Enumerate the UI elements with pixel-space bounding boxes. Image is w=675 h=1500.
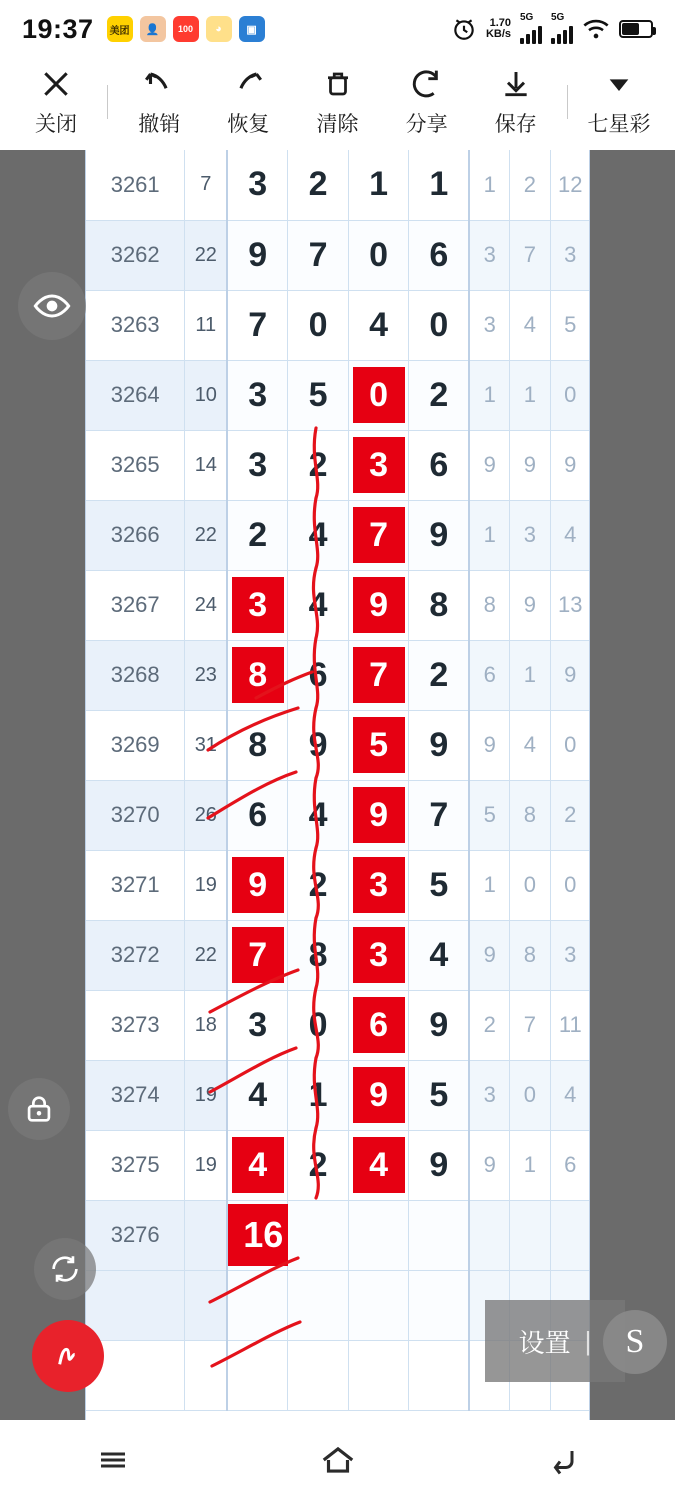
stat-cell: 1 [469,360,509,430]
menu-lines-icon [95,1442,131,1478]
number-cell[interactable] [348,500,409,570]
stat-cell: 5 [469,780,509,850]
highlighted-number: 3 [353,857,405,913]
stat-cell: 12 [550,150,590,220]
number-cell[interactable] [348,1130,409,1200]
draw-id-cell: 3276 [86,1200,185,1270]
table-row[interactable] [86,1060,590,1130]
draw-id-cell: 3269 [86,710,185,780]
sum-cell: 19 [185,1060,227,1130]
stat-cell: 0 [550,710,590,780]
draw-id-cell: 3271 [86,850,185,920]
draw-id-cell: 3263 [86,290,185,360]
empty-cell[interactable] [348,1340,409,1410]
stat-cell: 3 [469,1060,509,1130]
draw-id-cell: 3272 [86,920,185,990]
number-cell[interactable]: 9 [288,710,349,780]
number-cell[interactable]: 6 [288,640,349,710]
empty-cell[interactable] [185,1270,227,1340]
system-nav-bar [0,1420,675,1500]
stat-cell: 9 [469,1130,509,1200]
number-cell[interactable]: 5 [409,850,470,920]
stat-cell [510,1200,550,1270]
table-row[interactable] [86,220,590,290]
undo-arrow-icon [142,67,176,101]
highlighted-number: 7 [353,647,405,703]
highlighted-number: 3 [232,577,284,633]
stat-cell: 9 [469,710,509,780]
red-app-badge: 100 [173,16,199,42]
toolbar-share-button[interactable] [389,67,465,138]
pen-scribble-icon [48,1336,88,1376]
highlighted-number: 9 [353,787,405,843]
number-cell[interactable]: 1 [348,150,409,220]
stat-cell: 9 [550,640,590,710]
eye-icon [32,286,72,326]
number-cell[interactable] [227,1200,288,1270]
wifi-icon [582,18,610,40]
number-cell[interactable]: 9 [409,710,470,780]
number-cell[interactable]: 2 [227,500,288,570]
status-bar [0,0,675,58]
stat-cell: 3 [510,500,550,570]
alarm-icon [451,16,477,42]
highlighted-number: 9 [232,857,284,913]
stat-cell: 2 [550,780,590,850]
sum-cell: 24 [185,570,227,640]
stat-cell: 2 [510,150,550,220]
number-cell[interactable]: 9 [409,500,470,570]
stat-cell: 9 [550,430,590,500]
table-row[interactable] [86,850,590,920]
draw-id-cell: 3270 [86,780,185,850]
number-cell[interactable]: 8 [288,920,349,990]
table-row[interactable] [86,570,590,640]
toolbar-label: 关闭 [35,112,77,136]
draw-id-cell: 3266 [86,500,185,570]
number-cell[interactable]: 5 [409,1060,470,1130]
toolbar-label: 七星彩 [587,112,651,136]
toolbar-label: 保存 [494,112,537,136]
s-button-label: S [625,1323,645,1360]
network-rate: 1.70 KB/s [485,17,511,40]
green-app-badge: ◕ [206,16,232,42]
stat-cell: 13 [550,570,590,640]
stat-cell: 1 [469,150,509,220]
number-cell[interactable]: 6 [409,430,470,500]
stat-cell: 1 [469,850,509,920]
stat-cell: 1 [510,360,550,430]
empty-cell[interactable] [227,1270,288,1340]
sum-cell: 22 [185,220,227,290]
status-app-badges [107,16,265,42]
number-cell[interactable]: 1 [409,150,470,220]
battery-icon [619,20,653,38]
stat-cell: 3 [469,220,509,290]
stat-cell: 1 [469,500,509,570]
number-cell[interactable]: 4 [409,920,470,990]
number-cell[interactable]: 9 [227,220,288,290]
number-cell[interactable] [348,920,409,990]
draw-id-cell: 3267 [86,570,185,640]
draw-pen-button[interactable] [32,1320,104,1392]
back-button[interactable] [503,1442,623,1478]
stat-cell: 0 [550,850,590,920]
number-cell[interactable]: 6 [409,220,470,290]
pill-separator: | [584,1325,592,1356]
toolbar-clear-button[interactable] [300,67,376,138]
blue-app-badge: ▣ [239,16,265,42]
refresh-button[interactable] [34,1238,96,1300]
stat-cell: 9 [510,430,550,500]
number-cell[interactable]: 4 [288,500,349,570]
toolbar-label: 分享 [405,112,448,136]
empty-cell[interactable] [288,1270,349,1340]
stat-cell: 4 [550,1060,590,1130]
table-row[interactable] [86,990,590,1060]
draw-id-cell: 3275 [86,1130,185,1200]
trash-icon [323,67,353,101]
stat-cell: 3 [550,920,590,990]
status-time: 19:37 [22,13,94,44]
sum-cell: 19 [185,1130,227,1200]
stat-cell: 4 [510,710,550,780]
number-cell[interactable] [348,780,409,850]
stat-cell: 4 [550,500,590,570]
toolbar-redo-button[interactable] [210,67,286,138]
stat-cell: 2 [469,990,509,1060]
eye-toggle[interactable] [18,272,86,340]
person-badge: 👤 [140,16,166,42]
table-row[interactable] [86,500,590,570]
redo-arrow-icon [231,67,265,101]
toolbar [0,58,675,150]
table-row[interactable] [86,430,590,500]
stat-cell [550,1200,590,1270]
highlighted-number: 4 [353,1137,405,1193]
sum-cell: 19 [185,850,227,920]
empty-cell[interactable] [288,1340,349,1410]
meituan-badge: 美团 [107,16,133,42]
sync-icon [48,1252,82,1286]
sum-cell: 23 [185,640,227,710]
highlighted-number: 9 [353,1067,405,1123]
number-cell[interactable]: 2 [288,430,349,500]
table-row[interactable] [86,150,590,220]
draw-id-cell: 3261 [86,150,185,220]
stat-cell: 0 [550,360,590,430]
stat-cell: 0 [510,1060,550,1130]
sum-cell [185,1200,227,1270]
toolbar-lottery-selector[interactable] [581,67,657,138]
draw-id-cell: 3265 [86,430,185,500]
back-arrow-icon [545,1442,581,1478]
sum-cell: 10 [185,360,227,430]
toolbar-label: 恢复 [227,112,270,136]
status-right-cluster [451,11,653,44]
stat-cell: 9 [469,430,509,500]
stat-cell [469,1200,509,1270]
empty-cell[interactable] [185,1340,227,1410]
s-shortcut-button[interactable] [603,1310,667,1374]
highlighted-number: 5 [353,717,405,773]
draw-id-cell: 3273 [86,990,185,1060]
number-cell[interactable]: 2 [409,360,470,430]
number-cell[interactable] [227,570,288,640]
number-cell[interactable] [227,640,288,710]
empty-cell[interactable] [409,1340,470,1410]
toolbar-divider [107,85,108,119]
table-row[interactable] [86,1200,590,1270]
stat-cell: 3 [469,290,509,360]
highlighted-number: 3 [353,927,405,983]
number-cell[interactable] [348,640,409,710]
sum-cell: 14 [185,430,227,500]
stat-cell: 11 [550,990,590,1060]
draw-id-cell: 3262 [86,220,185,290]
table-row[interactable] [86,920,590,990]
highlighted-number: 0 [353,367,405,423]
stat-cell: 8 [510,920,550,990]
table-row[interactable] [86,710,590,780]
stat-cell: 8 [469,570,509,640]
sum-cell: 22 [185,920,227,990]
number-cell[interactable]: 3 [227,360,288,430]
stat-cell: 9 [510,570,550,640]
signal-icon-sim1: 5G [520,15,542,44]
empty-cell[interactable] [227,1340,288,1410]
toolbar-close-button[interactable] [18,67,94,138]
number-cell[interactable] [409,1200,470,1270]
toolbar-label: 清除 [316,112,359,136]
toolbar-undo-button[interactable] [121,67,197,138]
table-row[interactable] [86,290,590,360]
number-cell[interactable] [348,1200,409,1270]
empty-cell[interactable] [348,1270,409,1340]
stat-cell: 4 [510,290,550,360]
sum-cell: 11 [185,290,227,360]
number-cell[interactable]: 1 [288,1060,349,1130]
home-button[interactable] [278,1441,398,1479]
sum-cell: 31 [185,710,227,780]
empty-cell[interactable] [86,1270,185,1340]
number-cell[interactable]: 0 [348,220,409,290]
number-cell[interactable]: 2 [288,850,349,920]
stat-cell: 1 [510,1130,550,1200]
stat-cell: 7 [510,990,550,1060]
chevron-down-icon [605,67,633,101]
highlighted-number: 4 [232,1137,284,1193]
number-cell[interactable]: 4 [227,1060,288,1130]
toolbar-divider [567,85,568,119]
number-cell[interactable]: 0 [288,290,349,360]
number-cell[interactable]: 5 [288,360,349,430]
grid [86,150,590,1411]
toolbar-label: 撤销 [138,112,181,136]
number-cell[interactable]: 0 [288,990,349,1060]
stat-cell: 8 [510,780,550,850]
number-cell[interactable]: 8 [409,570,470,640]
stat-cell: 3 [550,220,590,290]
number-cell[interactable]: 0 [409,290,470,360]
number-cell[interactable]: 7 [227,290,288,360]
number-cell[interactable]: 4 [288,780,349,850]
number-cell[interactable]: 2 [288,1130,349,1200]
highlighted-number: 3 [353,437,405,493]
number-cell[interactable]: 2 [409,640,470,710]
highlighted-number: 16 [228,1204,298,1266]
lock-icon [22,1092,56,1126]
number-cell[interactable]: 7 [409,780,470,850]
number-cell[interactable]: 6 [227,780,288,850]
number-cell[interactable] [227,920,288,990]
settings-label[interactable]: 设置 [518,1327,571,1358]
lottery-number-table[interactable] [85,150,590,1420]
number-cell[interactable] [348,360,409,430]
sum-cell: 7 [185,150,227,220]
number-cell[interactable] [348,990,409,1060]
share-refresh-icon [411,67,443,101]
table-row[interactable] [86,360,590,430]
empty-cell[interactable] [409,1270,470,1340]
draw-id-cell: 3264 [86,360,185,430]
recents-button[interactable] [53,1442,173,1478]
table-row[interactable] [86,640,590,710]
number-cell[interactable]: 3 [227,150,288,220]
number-cell[interactable] [348,570,409,640]
number-cell[interactable] [227,1130,288,1200]
table-row[interactable] [86,1130,590,1200]
stat-cell: 9 [469,920,509,990]
number-cell[interactable]: 4 [288,570,349,640]
highlighted-number: 7 [353,507,405,563]
number-cell[interactable]: 9 [409,1130,470,1200]
sum-cell: 26 [185,780,227,850]
number-cell[interactable]: 3 [227,430,288,500]
number-cell[interactable] [348,850,409,920]
number-cell[interactable] [348,1060,409,1130]
highlighted-number: 7 [232,927,284,983]
sum-cell: 22 [185,500,227,570]
close-icon [40,67,72,101]
number-cell[interactable] [288,1200,349,1270]
draw-id-cell: 3268 [86,640,185,710]
stat-cell: 6 [550,1130,590,1200]
table-row[interactable] [86,780,590,850]
number-cell[interactable]: 7 [288,220,349,290]
home-icon [319,1441,357,1479]
draw-id-cell: 3274 [86,1060,185,1130]
number-cell[interactable] [348,710,409,780]
lock-toggle[interactable] [8,1078,70,1140]
number-cell[interactable] [348,430,409,500]
number-cell[interactable]: 2 [288,150,349,220]
stat-cell: 7 [510,220,550,290]
number-cell[interactable] [227,850,288,920]
highlighted-number: 9 [353,577,405,633]
sum-cell: 18 [185,990,227,1060]
number-cell[interactable]: 9 [409,990,470,1060]
number-cell[interactable]: 4 [348,290,409,360]
highlighted-number: 8 [232,647,284,703]
download-icon [500,67,532,101]
number-cell[interactable]: 8 [227,710,288,780]
signal-icon-sim2: 5G [551,15,573,44]
stat-cell: 5 [550,290,590,360]
highlighted-number: 6 [353,997,405,1053]
stat-cell: 1 [510,640,550,710]
stat-cell: 6 [469,640,509,710]
stat-cell: 0 [510,850,550,920]
number-cell[interactable]: 3 [227,990,288,1060]
toolbar-save-button[interactable] [478,67,554,138]
